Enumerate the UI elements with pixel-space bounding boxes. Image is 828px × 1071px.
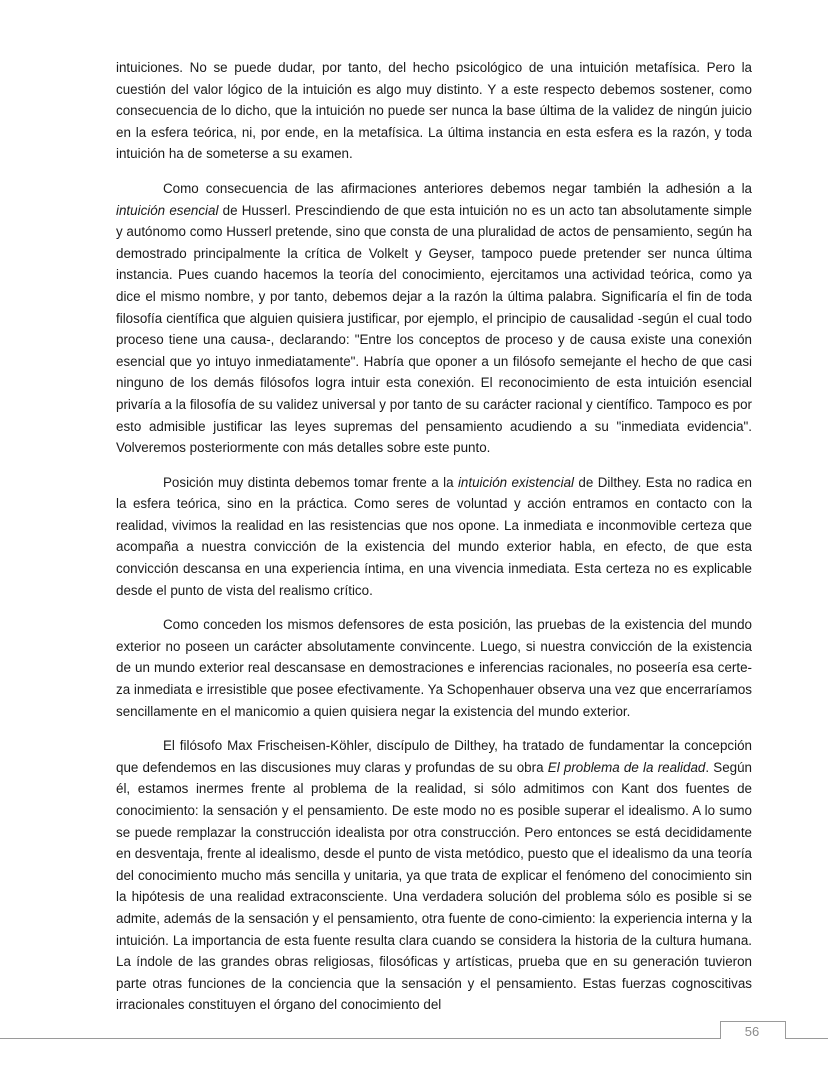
paragraph-text: . Según él, estamos inermes frente al problema de la realidad, si sólo admitimos con Kant dos fuentes de conocimiento: la sensación y el pensamiento. De este modo no es posible superar el idealismo. A lo sumo se puede remplazar la construcción idealista por otra construcción. Pero entonces se está decididamente en desventaja, frente al idealismo, desde el punto de vista metódico, puesto que el idealismo da una teoría del conocimiento mucho más sencilla y unitaria, ya que trata de explicar el fenómeno del conocimiento sin la hipótesis de una realidad extraconsciente. Una verdadera solución del problema sólo es posible si se admite, además de la sensación y el pensamiento, otra fuente de cono-cimiento: la experiencia interna y la intuición. La importancia de esta fuente resulta clara cuando se considera la historia de la cultura humana. La índole de las grandes obras religiosas, filosóficas y artísticas, prueba que en su generación tuvieron parte otras funciones de la conciencia que la sensación y el pensamiento. Estas fuerzas cognoscitivas irracionales constituyen el órgano del conocimiento del [116, 759, 753, 1013]
paragraph-text: Posición muy distinta debemos tomar frente a la [163, 474, 458, 490]
paragraph [116, 735, 752, 1016]
paragraph-text: El filósofo Max Frischeisen-Köhler, discípulo de Dilthey, ha tratado de fundamentar la concepción que defendemos en las discusiones muy claras y profundas de su obra [116, 738, 752, 775]
paragraph [116, 614, 752, 722]
footer-rule [0, 1038, 828, 1039]
paragraph [116, 472, 752, 602]
italic-title: intuición esencial [116, 202, 219, 218]
paragraph-text: de Husserl. Prescindiendo de que esta intuición no es un acto tan absolutamente simple y autónomo como Husserl pretende, sino que consta de una pluralidad de actos de pensamiento, según ha demostrado principalmente la crítica de Volkelt y Geyser, tampoco puede pretender ser nunca última instancia. Pues cuando hacemos la teoría del conocimiento, ejercitamos una actividad teórica, como ya dice el mismo nombre, y por tanto, debemos dejar a la razón la última palabra. Significaría el fin de toda filosofía científica que alguien quisiera justificar, por ejemplo, el principio de causalidad -según el cual todo proceso tiene una causa-, declarando: "Entre los conceptos de proceso y de causa existe una conexión esencial que yo intuyo inmediatamente". Habría que oponer a un filósofo semejante el hecho de que casi ninguno de los demás filósofos logra intuir esta conexión. El reconocimiento de esta intuición esencial privaría a la filosofía de su validez universal y por tanto de su carácter racional y científico. Tampoco es por esto admisible justificar las leyes supremas del pensamiento acudiendo a su "inmediata evidencia". Volveremos posteriormente con más detalles sobre este punto. [116, 202, 752, 456]
paragraph [116, 178, 752, 459]
paragraph-text: intuiciones. No se puede dudar, por tanto, del hecho psicológico de una intuición metafísica. Pero la cuestión del valor lógico de la intuición es algo muy distinto. Y a este respecto debemos sostener, como consecuencia de lo dicho, que la intuición no puede ser nunca la base última de la validez de ningún juicio en la esfera teórica, ni, por ende, en la metafísica. La última instancia en esta esfera es la razón, y toda intuición ha de someterse a su examen. [116, 60, 752, 162]
italic-title: intuición existencial [457, 474, 575, 490]
italic-title: El problema de la realidad [547, 759, 706, 775]
paragraph-text: Como consecuencia de las afirmaciones anteriores debemos negar también la adhesión a la [163, 180, 752, 196]
page-number: 56 [744, 1024, 760, 1039]
paragraph [116, 57, 752, 165]
paragraph-text: Como conceden los mismos defensores de esta posición, las pruebas de la existencia del mundo exterior no poseen un carácter absolutamente convincente. Luego, si nuestra convicción de la existencia de un mundo exterior real descansase en demostraciones e inferencias racionales, no poseería esa certe-za inmediata e irresistible que posee efectivamente. Ya Schopenhauer observa una vez que encerraríamos sencillamente en el manicomio a quien quisiera negar la existencia del mundo exterior. [116, 617, 752, 719]
document-body [116, 57, 752, 1029]
paragraph-text: de Dilthey. Esta no radica en la esfera teórica, sino en la práctica. Como seres de voluntad y acción entramos en contacto con la realidad, vivimos la realidad en las resistencias que nos opone. La inmediata e inconmovible certeza que acompaña a nuestra convicción de la existencia del mundo exterior habla, en efecto, de que esta convicción descansa en una experiencia íntima, en una vivencia inmediata. Esta certeza no es explicable desde el punto de vista del realismo crítico. [116, 474, 753, 598]
